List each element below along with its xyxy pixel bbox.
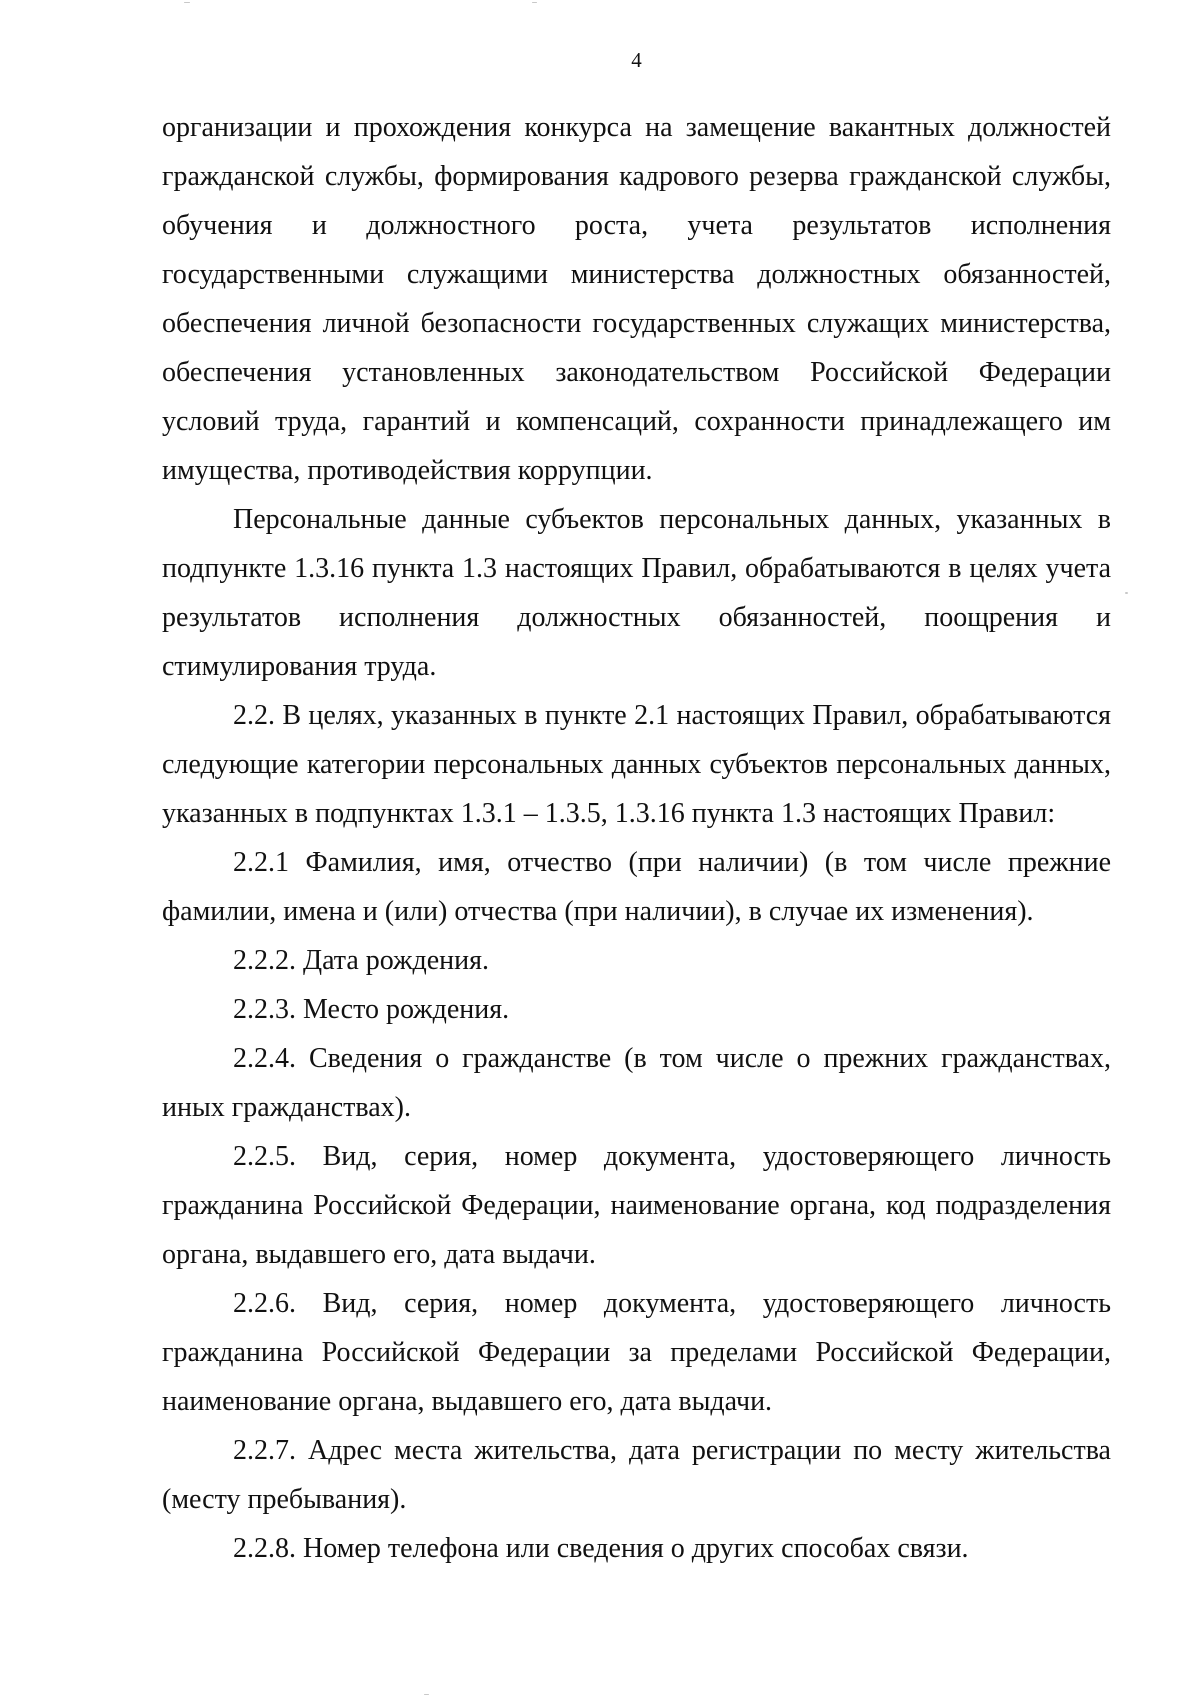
- paragraph-2-2-categories: 2.2. В целях, указанных в пункте 2.1 настоящих Правил, обрабатываются следующие категории персональных данных субъектов персональных данных, указанных в подпунктах 1.3.1 – 1.3.5, 1.3.16 пункта 1.3 настоящих Правил:: [162, 700, 1111, 829]
- scan-artifact-dash: [532, 2, 537, 3]
- paragraph-2-2-7-address: 2.2.7. Адрес места жительства, дата регистрации по месту жительства (месту пребывания).: [162, 1435, 1111, 1515]
- paragraph-2-2-4-citizenship: 2.2.4. Сведения о гражданстве (в том числе о прежних гражданствах, иных гражданствах).: [162, 1043, 1111, 1123]
- paragraph-2-2-6-foreign-passport: 2.2.6. Вид, серия, номер документа, удостоверяющего личность гражданина Российской Федерации за пределами Российской Федерации, наименование органа, выдавшего его, дата выдачи.: [162, 1288, 1111, 1417]
- document-body: [162, 103, 1111, 1573]
- scan-artifact-dot: [1125, 592, 1128, 594]
- paragraph-2-2-3-birth-place: 2.2.3. Место рождения.: [233, 994, 510, 1025]
- scan-artifact-dash: [184, 2, 190, 3]
- scan-artifact-dash: [424, 1694, 429, 1695]
- paragraph-2-2-8-phone: 2.2.8. Номер телефона или сведения о других способах связи.: [233, 1533, 969, 1564]
- page-number: 4: [631, 48, 642, 72]
- paragraph-2-2-5-identity-document: 2.2.5. Вид, серия, номер документа, удостоверяющего личность гражданина Российской Федерации, наименование органа, код подразделения органа, выдавшего его, дата выдачи.: [162, 1141, 1111, 1270]
- paragraph-2-2-1-full-name: 2.2.1 Фамилия, имя, отчество (при наличии) (в том числе прежние фамилии, имена и (или) отчества (при наличии), в случае их изменения).: [162, 847, 1111, 927]
- paragraph-2-2-2-birth-date: 2.2.2. Дата рождения.: [233, 945, 489, 976]
- paragraph-continuation-purposes: организации и прохождения конкурса на замещение вакантных должностей гражданской службы, формирования кадрового резерва гражданской службы, обучения и должностного роста, учета результатов исполнения государственными служащими министерства должностных обязанностей, обеспечения личной безопасности государственных служащих министерства, обеспечения установленных законодательством Российской Федерации условий труда, гарантий и компенсаций, сохранности принадлежащего им имущества, противодействия коррупции.: [162, 112, 1111, 486]
- paragraph-personal-data-purposes: Персональные данные субъектов персональных данных, указанных в подпункте 1.3.16 пункта 1.3 настоящих Правил, обрабатываются в целях учета результатов исполнения должностных обязанностей, поощрения и стимулирования труда.: [162, 504, 1111, 682]
